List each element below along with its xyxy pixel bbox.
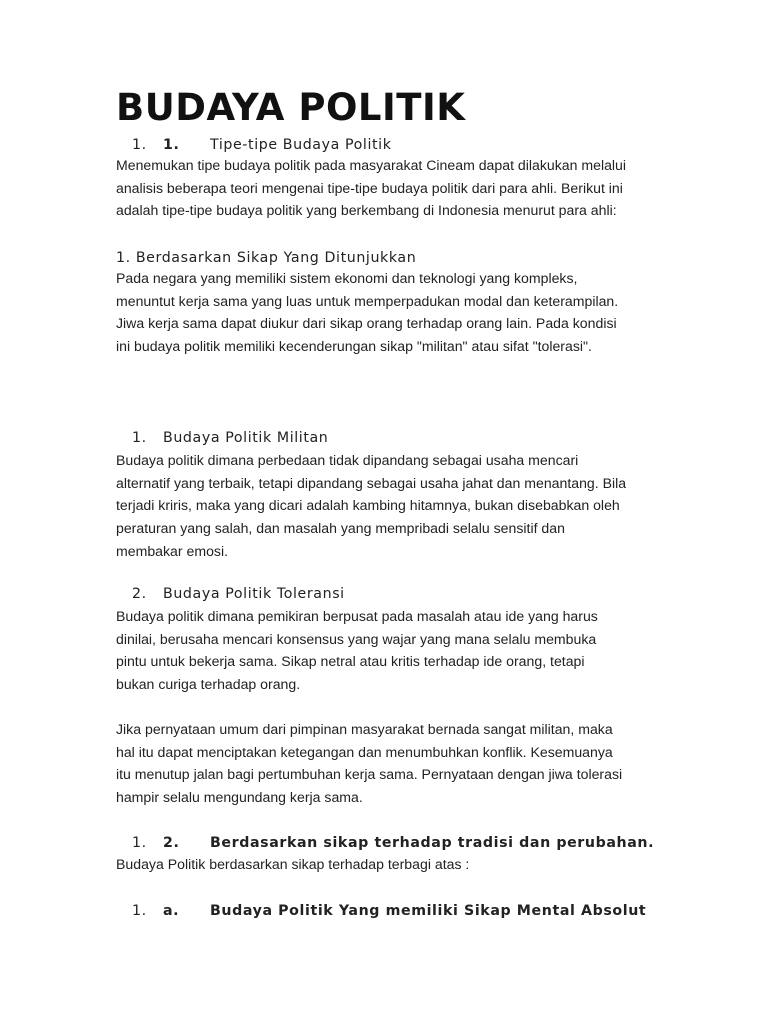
- paragraph-tradisi: [116, 853, 676, 876]
- list-number: 1.: [132, 137, 147, 153]
- paragraph-intro: [116, 154, 676, 222]
- list-number: 2.: [132, 586, 147, 602]
- paragraph-line: pintu untuk bekerja sama. Sikap netral atau kritis terhadap ide orang, tetapi: [116, 653, 585, 670]
- paragraph-line: Menemukan tipe budaya politik pada masyarakat Cineam dapat dilakukan melalui: [116, 157, 627, 173]
- list-item-text: Tipe-tipe Budaya Politik: [210, 137, 392, 153]
- paragraph-line: Budaya politik dimana perbedaan tidak dipandang sebagai usaha mencari: [116, 452, 579, 468]
- paragraph-line: ini budaya politik memiliki kecenderungan sikap "militan" atau sifat "tolerasi".: [116, 338, 592, 355]
- paragraph-line: membakar emosi.: [116, 542, 228, 559]
- section-heading-sikap: 1. Berdasarkan Sikap Yang Ditunjukkan: [116, 250, 417, 266]
- paragraph-line: analisis beberapa teori mengenai tipe-tipe budaya politik dari para ahli. Berikut ini: [116, 179, 623, 196]
- paragraph-line: Budaya Politik berdasarkan sikap terhadap terbagi atas :: [116, 856, 470, 872]
- paragraph-line: dinilai, berusaha mencari konsensus yang wajar yang mana selalu membuka: [116, 630, 597, 647]
- paragraph-pernyataan: [116, 718, 676, 809]
- paragraph-line: hal itu dapat menciptakan ketegangan dan menumbuhkan konflik. Kesemuanya: [116, 743, 613, 760]
- list-number: 1.: [132, 903, 147, 919]
- list-number: 1.: [132, 430, 147, 446]
- paragraph-sikap: [116, 267, 676, 358]
- sub-number: 2.: [163, 835, 180, 851]
- paragraph-militan: [116, 449, 676, 563]
- document-title: BUDAYA POLITIK: [116, 86, 466, 129]
- paragraph-line: Budaya politik dimana pemikiran berpusat pada masalah atau ide yang harus: [116, 608, 598, 624]
- sub-number: 1.: [163, 137, 180, 153]
- paragraph-line: menuntut kerja sama yang luas untuk memperpadukan modal dan keterampilan.: [116, 292, 619, 309]
- list-item-text: Budaya Politik Yang memiliki Sikap Mental Absolut: [210, 903, 647, 919]
- paragraph-line: alternatif yang terbaik, tetapi dipandang sebagai usaha jahat dan menantang. Bila: [116, 474, 627, 491]
- paragraph-line: Pada negara yang memiliki sistem ekonomi dan teknologi yang kompleks,: [116, 270, 578, 286]
- paragraph-toleransi: [116, 605, 676, 696]
- paragraph-line: itu menutup jalan bagi pertumbuhan kerja sama. Pernyataan dengan jiwa tolerasi: [116, 766, 623, 783]
- paragraph-line: peraturan yang salah, dan masalah yang mempribadi selalu sensitif dan: [116, 520, 565, 537]
- list-item-text: Berdasarkan sikap terhadap tradisi dan perubahan.: [210, 835, 655, 851]
- paragraph-line: Jiwa kerja sama dapat diukur dari sikap orang terhadap orang lain. Pada kondisi: [116, 315, 617, 332]
- paragraph-line: bukan curiga terhadap orang.: [116, 676, 301, 693]
- paragraph-line: terjadi kriris, maka yang dicari adalah kambing hitamnya, bukan disebabkan oleh: [116, 497, 620, 514]
- paragraph-line: hampir selalu mengundang kerja sama.: [116, 789, 363, 806]
- paragraph-line: Jika pernyataan umum dari pimpinan masyarakat bernada sangat militan, maka: [116, 721, 613, 737]
- list-number: 1.: [132, 835, 147, 851]
- paragraph-line: adalah tipe-tipe budaya politik yang berkembang di Indonesia menurut para ahli:: [116, 202, 617, 219]
- list-item-text: Budaya Politik Toleransi: [163, 586, 345, 602]
- sub-number: a.: [163, 903, 180, 919]
- list-item-text: Budaya Politik Militan: [163, 430, 329, 446]
